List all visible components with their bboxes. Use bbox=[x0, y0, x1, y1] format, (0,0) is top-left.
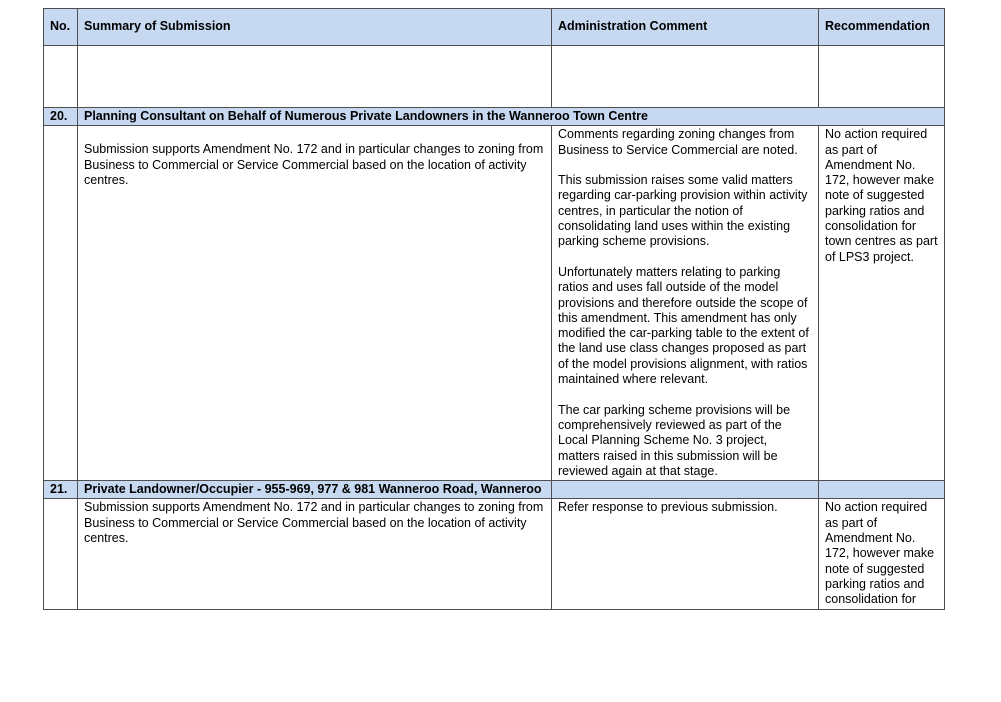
summary-cell bbox=[78, 499, 552, 609]
header-no: No. bbox=[44, 9, 78, 46]
number-cell bbox=[44, 126, 78, 481]
header-row bbox=[44, 9, 945, 46]
submission-20-header-row bbox=[44, 108, 945, 126]
summary-cell bbox=[78, 126, 552, 481]
recommendation-cell bbox=[819, 126, 945, 481]
empty-cell bbox=[552, 46, 819, 108]
header-summary: Summary of Submission bbox=[78, 9, 552, 46]
submission-21-header-row bbox=[44, 481, 945, 499]
admin-comment-paragraph: Unfortunately matters relating to parking ratios and uses fall outside of the model provisions and therefore outside the scope of this amendment. This amendment has only modified the car-parking table to the extent of the land use class changes proposed as part of the model provisions alignment, with ratios maintained where relevant. bbox=[558, 264, 809, 387]
summary-text: Submission supports Amendment No. 172 and in particular changes to zoning from Business to Commercial or Service Commercial based on the location of activity centres. bbox=[84, 142, 544, 187]
empty-cell bbox=[44, 46, 78, 108]
submission-number: 20. bbox=[44, 108, 78, 126]
admin-comment-cell bbox=[552, 499, 819, 609]
submissions-table bbox=[43, 8, 945, 610]
number-cell bbox=[44, 499, 78, 609]
submission-title: Private Landowner/Occupier - 955-969, 977 & 981 Wanneroo Road, Wanneroo bbox=[78, 481, 552, 499]
submission-21-body-row bbox=[44, 499, 945, 609]
admin-comment-paragraph: This submission raises some valid matters regarding car-parking provision within activity centres, in particular the notion of consolidating land uses within the existing parking scheme provisions. bbox=[558, 173, 808, 249]
recommendation-text: No action required as part of Amendment No. 172, however make note of suggested parking ratios and consolidation for bbox=[825, 500, 935, 607]
header-admin-comment: Administration Comment bbox=[552, 9, 819, 46]
empty-cell bbox=[819, 46, 945, 108]
admin-comment-paragraph: The car parking scheme provisions will be comprehensively reviewed as part of the Local Planning Scheme No. 3 project, matters raised in this submission will be reviewed again at that stage. bbox=[558, 402, 791, 478]
admin-comment-cell bbox=[552, 126, 819, 481]
submission-title: Planning Consultant on Behalf of Numerous Private Landowners in the Wanneroo Town Centre bbox=[78, 108, 945, 126]
admin-comment-paragraph: Comments regarding zoning changes from Business to Service Commercial are noted. bbox=[558, 127, 798, 157]
header-blank-cell bbox=[819, 481, 945, 499]
summary-text: Submission supports Amendment No. 172 and in particular changes to zoning from Business to Commercial or Service Commercial based on the location of activity centres. bbox=[84, 500, 544, 546]
recommendation-cell bbox=[819, 499, 945, 609]
admin-comment-paragraph: Refer response to previous submission. bbox=[558, 500, 778, 515]
empty-row bbox=[44, 46, 945, 108]
header-blank-cell bbox=[552, 481, 819, 499]
submission-number: 21. bbox=[44, 481, 78, 499]
submission-20-body-row bbox=[44, 126, 945, 481]
recommendation-text: No action required as part of Amendment No. 172, however make note of suggested parking ratios and consolidation for town centres as part of LPS3 project. bbox=[825, 127, 938, 264]
empty-cell bbox=[78, 46, 552, 108]
header-recommendation: Recommendation bbox=[819, 9, 945, 46]
